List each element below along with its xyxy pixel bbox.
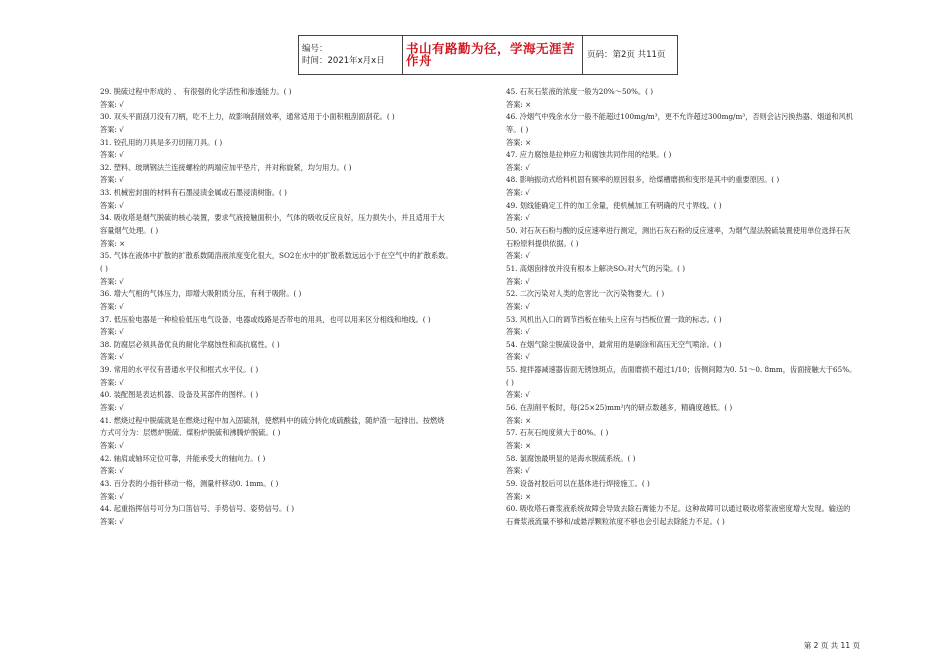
question-line: 石粉原料提供依据。( ) bbox=[506, 238, 579, 248]
question-line: 60. 吸收塔石膏浆液系统故障会导致去除石膏能力不足。这种故障可以通过吸收塔浆液密度增大发现。输送的 bbox=[506, 504, 851, 514]
answer-line: 答案: √ bbox=[506, 276, 530, 286]
answer-line: 答案: × bbox=[506, 440, 532, 450]
answer-line: 答案: √ bbox=[506, 188, 530, 198]
answer-line: 答案: × bbox=[506, 99, 532, 109]
answer-line: 答案: √ bbox=[100, 301, 124, 311]
answer-line: 答案: √ bbox=[100, 491, 124, 501]
question-line: 54. 在烟气除尘脱硫设备中，最常用的是刷涂和高压无空气喷涂。( ) bbox=[506, 339, 722, 349]
answer-line: 答案: √ bbox=[100, 150, 124, 160]
question-line: 石膏浆液流量不够和/或悬浮颗粒浓度不够也会引起去除能力不足。( ) bbox=[506, 516, 725, 526]
question-line: 36. 增大气相的气体压力，即增大吸附质分压，有利于吸附。( ) bbox=[100, 289, 302, 299]
answer-line: 答案: √ bbox=[100, 200, 124, 210]
answer-line: 答案: √ bbox=[100, 327, 124, 337]
question-line: 57. 石灰石纯度须大于80%。( ) bbox=[506, 428, 609, 438]
question-line: 47. 应力腐蚀是拉伸应力和腐蚀共同作用的结果。( ) bbox=[506, 150, 672, 160]
header-motto: 书山有路勤为径，学海无涯苦作舟 bbox=[403, 36, 583, 74]
question-line: 容量烟气处理。( ) bbox=[100, 226, 159, 236]
answer-line: 答案: √ bbox=[100, 124, 124, 134]
answer-line: 答案: √ bbox=[100, 377, 124, 387]
answer-line: 答案: √ bbox=[506, 251, 530, 261]
answer-line: 答案: √ bbox=[100, 99, 124, 109]
question-line: 46. 冷烟气中残余水分一般不能超过100mg/m³，更不允许超过300mg/m³，否则会沾污换热器、烟道和风机 bbox=[506, 112, 853, 122]
answer-line: 答案: × bbox=[100, 238, 126, 248]
answer-line: 答案: √ bbox=[100, 516, 124, 526]
left-question-column bbox=[100, 86, 490, 528]
question-line: 48. 影响振动式给料机固有频率的原因很多，给煤槽磨损和变形是其中的重要原因。( ) bbox=[506, 175, 780, 185]
question-line: 37. 低压验电器是一种检验低压电气设备、电器或线路是否带电的用具，也可以用来区分相线和地线。( ) bbox=[100, 314, 431, 324]
page-footer: 第 2 页 共 11 页 bbox=[803, 641, 860, 650]
answer-line: 答案: √ bbox=[100, 403, 124, 413]
answer-line: 答案: √ bbox=[506, 162, 530, 172]
question-line: 56. 在刮削平板时，每(25×25)mm²内的研点数越多，精确度越低。( ) bbox=[506, 403, 733, 413]
question-line: 35. 气体在液体中扩散的扩散系数随溶液浓度变化很大，SO2在水中的扩散系数远远小于在空气中的扩散系数。 bbox=[100, 251, 453, 261]
right-question-column bbox=[506, 86, 900, 528]
question-line: 31. 铰孔用的刀具是多刃切削刀具。( ) bbox=[100, 137, 223, 147]
question-line: 43. 百分表的小指针移动一格，测量杆移动0. 1mm。( ) bbox=[100, 478, 279, 488]
answer-line: 答案: × bbox=[506, 415, 532, 425]
answer-line: 答案: √ bbox=[506, 301, 530, 311]
question-line: 53. 风机出入口的调节挡板在轴头上应有与挡板位置一致的标志。( ) bbox=[506, 314, 722, 324]
answer-line: 答案: √ bbox=[506, 327, 530, 337]
question-line: 45. 石灰石浆液的浓度一般为20%～50%。( ) bbox=[506, 87, 653, 96]
answer-line: 答案: √ bbox=[100, 466, 124, 476]
question-line: 32. 塑料、玻璃钢法兰连接螺栓的两端应加平垫片，并对称旋紧，均匀用力。( ) bbox=[100, 162, 352, 172]
question-line: 方式可分为：层燃炉脱硫、煤粉炉脱硫和沸腾炉脱硫。( ) bbox=[100, 428, 281, 438]
question-line: ( ) bbox=[100, 263, 108, 273]
question-line: 59. 设备衬胶后可以在基体进行焊接施工。( ) bbox=[506, 478, 650, 488]
question-line: 29. 脱硫过程中形成的 、 有很强的化学活性和渗透能力。( ) bbox=[100, 87, 292, 96]
header-info-cell bbox=[299, 36, 403, 74]
answer-line: 答案: √ bbox=[506, 390, 530, 400]
question-line: 50. 对石灰石粉与酸的反应速率进行测定，测出石灰石粉的反应速率，为烟气湿法脱硫装置使用单位选择石灰 bbox=[506, 226, 851, 236]
answer-line: 答案: √ bbox=[506, 352, 530, 362]
answer-line: 答案: √ bbox=[100, 440, 124, 450]
answer-line: 答案: × bbox=[506, 491, 532, 501]
question-line: 58. 氯腐蚀最明显的是海水脱硫系统。( ) bbox=[506, 453, 636, 463]
header-page-number: 页码：第2页 共11页 bbox=[587, 50, 666, 60]
page-header-box bbox=[298, 35, 678, 75]
answer-line: 答案: √ bbox=[100, 175, 124, 185]
question-line: 30. 双头平面刮刀没有刀柄，吃不上力，故影响刮削效率，通常适用于小面积粗刮面刮花。( ) bbox=[100, 112, 395, 122]
answer-line: 答案: √ bbox=[506, 213, 530, 223]
answer-line: 答案: √ bbox=[100, 276, 124, 286]
question-line: 55. 搅拌器减速器齿面无锈蚀斑点，齿面磨损不超过1/10；齿侧间隙为0. 51～0. 8mm，齿面接触大于65%。 bbox=[506, 365, 857, 375]
question-line: 40. 装配图是表达机器、设备及其部件的图样。( ) bbox=[100, 390, 259, 400]
question-line: 52. 二次污染对人类的危害比一次污染物要大。( ) bbox=[506, 289, 665, 299]
answer-line: 答案: √ bbox=[100, 352, 124, 362]
question-line: 39. 常用的水平仪有普通水平仪和框式水平仪。( ) bbox=[100, 365, 259, 375]
question-line: 41. 燃烧过程中脱硫就是在燃烧过程中加入固硫剂，使燃料中的硫分转化成硫酸盐，随炉渣一起排出。按燃烧 bbox=[100, 415, 445, 425]
question-line: 33. 机械密封面的材料有石墨浸渍金属或石墨浸渍树脂。( ) bbox=[100, 188, 287, 198]
answer-line: 答案: × bbox=[506, 137, 532, 147]
answer-line: 答案: √ bbox=[506, 466, 530, 476]
question-line: ( ) bbox=[506, 377, 514, 387]
question-line: 51. 高烟囱排放并没有根本上解决SO₂对大气的污染。( ) bbox=[506, 263, 686, 273]
question-line: 44. 起重指挥信号可分为口笛信号、手势信号、姿势信号。( ) bbox=[100, 504, 295, 514]
question-line: 49. 划线能确定工件的加工余量，使机械加工有明确的尺寸界线。( ) bbox=[506, 200, 722, 210]
question-line: 38. 防腐层必须具备优良的耐化学腐蚀性和高抗腐性。( ) bbox=[100, 339, 280, 349]
document-time-label: 时间：2021年x月x日 bbox=[302, 56, 385, 66]
question-line: 42. 轴肩或轴环定位可靠，并能承受大的轴向力。( ) bbox=[100, 453, 266, 463]
document-number-label: 编号： bbox=[302, 44, 328, 54]
question-line: 等。( ) bbox=[506, 124, 529, 134]
question-line: 34. 吸收塔是烟气脱硫的核心装置，要求气液接触面积小，气体的吸收反应良好，压力损失小，并且适用于大 bbox=[100, 213, 445, 223]
